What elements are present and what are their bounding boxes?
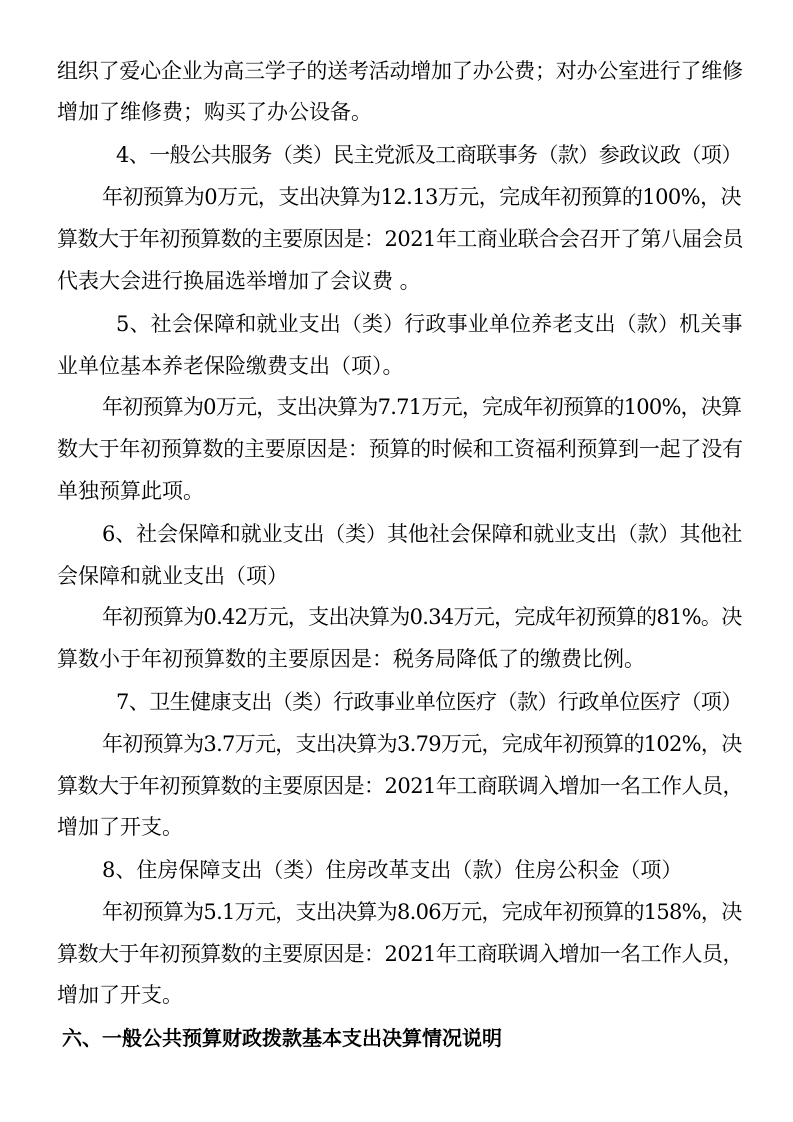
paragraph-line: 年初预算为0万元，支出决算为12.13万元，完成年初预算的100%，决 xyxy=(102,185,741,209)
paragraph-line: 业单位基本养老保险缴费支出（项）。 xyxy=(57,354,404,378)
item-heading-7: 7、卫生健康支出（类）行政事业单位医疗（款）行政单位医疗（项） xyxy=(116,690,742,714)
paragraph-line: 组织了爱心企业为高三学子的送考活动增加了办公费；对办公室进行了维修 xyxy=(57,59,743,83)
paragraph-line: 代表大会进行换届选举增加了会议费 。 xyxy=(57,269,421,293)
item-heading-4: 4、一般公共服务（类）民主党派及工商联事务（款）参政议政（项） xyxy=(116,143,742,167)
paragraph-line: 增加了开支。 xyxy=(57,983,183,1007)
paragraph-line: 年初预算为0.42万元，支出决算为0.34万元，完成年初预算的81%。决 xyxy=(102,605,742,629)
item-heading-5: 5、社会保障和就业支出（类）行政事业单位养老支出（款）机关事 xyxy=(116,312,743,336)
item-heading-8: 8、住房保障支出（类）住房改革支出（款）住房公积金（项） xyxy=(102,858,683,882)
paragraph-line: 年初预算为3.7万元，支出决算为3.79万元，完成年初预算的102%，决 xyxy=(102,732,742,756)
paragraph-line: 算数大于年初预算数的主要原因是：2021年工商业联合会召开了第八届会员 xyxy=(57,227,743,251)
paragraph-line: 算数大于年初预算数的主要原因是：2021年工商联调入增加一名工作人员， xyxy=(57,942,743,966)
paragraph-line: 年初预算为0万元，支出决算为7.71万元，完成年初预算的100%，决算 xyxy=(102,395,742,419)
paragraph-line: 单独预算此项。 xyxy=(57,479,204,503)
item-heading-6: 6、社会保障和就业支出（类）其他社会保障和就业支出（款）其他社 xyxy=(102,522,743,546)
paragraph-line: 增加了开支。 xyxy=(57,815,183,839)
paragraph-line: 增加了维修费；购买了办公设备。 xyxy=(57,100,372,124)
paragraph-line: 会保障和就业支出（项） xyxy=(57,564,288,588)
section-heading-6: 六、一般公共预算财政拨款基本支出决算情况说明 xyxy=(62,1026,502,1050)
paragraph-line: 年初预算为5.1万元，支出决算为8.06万元，完成年初预算的158%，决 xyxy=(102,900,742,924)
paragraph-line: 算数小于年初预算数的主要原因是：税务局降低了的缴费比例。 xyxy=(57,647,645,671)
paragraph-line: 算数大于年初预算数的主要原因是：2021年工商联调入增加一名工作人员， xyxy=(57,774,743,798)
paragraph-line: 数大于年初预算数的主要原因是：预算的时候和工资福利预算到一起了没有 xyxy=(57,437,743,461)
